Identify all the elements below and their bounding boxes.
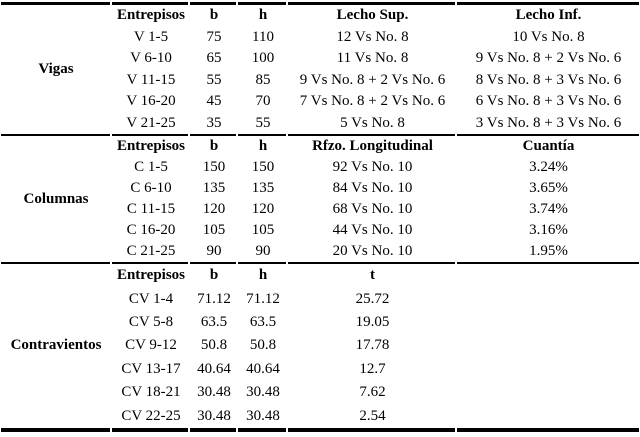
table-cell: 105 (202, 222, 226, 238)
table-cell: 8 Vs No. 8 + 3 Vs No. 6 (475, 71, 622, 88)
table-cell: 135 (202, 180, 226, 196)
table-cell: 68 Vs No. 10 (332, 201, 413, 217)
column-header: b (209, 138, 219, 154)
table-cell: 12.7 (359, 360, 386, 377)
table-cell (457, 287, 640, 310)
section-columnas (0, 136, 640, 262)
table-cell: 6 Vs No. 8 + 3 Vs No. 6 (475, 93, 622, 110)
table-cell: 7.62 (359, 384, 386, 401)
column-header: Lecho Inf. (515, 7, 582, 24)
table-cell: 44 Vs No. 10 (332, 222, 413, 238)
table-cell: 3 Vs No. 8 + 3 Vs No. 6 (475, 114, 622, 131)
rule-segment (457, 428, 639, 432)
table-cell: 10 Vs No. 8 (512, 28, 585, 45)
table-cell: 40.64 (197, 360, 231, 377)
table-cell: 3.74% (529, 201, 568, 217)
table-cell: CV 18-21 (121, 384, 181, 401)
rule-segment (190, 428, 238, 432)
table-cell (457, 334, 640, 357)
table-cell: 40.64 (246, 360, 280, 377)
table-cell: V 11-15 (126, 71, 176, 88)
column-header: Entrepisos (116, 138, 186, 154)
column-header (457, 264, 640, 287)
category-label: Contravientos (10, 337, 102, 354)
table-cell: 9 Vs No. 8 + 2 Vs No. 6 (299, 71, 446, 88)
column-header: b (209, 267, 219, 284)
table-cell: 17.78 (355, 337, 390, 354)
table-cell: 105 (251, 222, 275, 238)
table-cell: 3.16% (529, 222, 568, 238)
table-cell (457, 311, 640, 334)
table-cell: 92 Vs No. 10 (332, 159, 413, 175)
column-header: Entrepisos (116, 267, 186, 284)
table-cell: CV 13-17 (121, 360, 181, 377)
table-cell: V 6-10 (130, 50, 172, 67)
table-cell: 11 Vs No. 8 (336, 50, 409, 67)
table-cell: 25.72 (355, 290, 390, 307)
table-cell: CV 9-12 (125, 337, 177, 354)
table-cell: 90 (206, 243, 222, 259)
table-cell: CV 5-8 (128, 313, 174, 330)
table-cell: 150 (202, 159, 226, 175)
rule-segment (1, 428, 112, 432)
section-contravientos (0, 264, 640, 428)
table-cell: 35 (206, 114, 222, 131)
table-cell: 55 (255, 114, 271, 131)
table-cell: 100 (251, 50, 275, 67)
table-cell: 71.12 (246, 290, 280, 307)
table-cell: 84 Vs No. 10 (332, 180, 413, 196)
table-cell: C 21-25 (126, 243, 176, 259)
column-header: h (258, 267, 268, 284)
table-cell: 63.5 (200, 313, 228, 330)
table-cell: 30.48 (246, 384, 280, 401)
table-cell: 30.48 (197, 407, 231, 424)
table-cell: 50.8 (200, 337, 228, 354)
table-cell: 135 (251, 180, 275, 196)
table-cell: 30.48 (197, 384, 231, 401)
table-cell (457, 358, 640, 381)
table-cell: 110 (252, 28, 274, 45)
column-header: Lecho Sup. (336, 7, 409, 24)
table-cell: 3.65% (529, 180, 568, 196)
table-cell: 45 (206, 93, 222, 110)
table-cell: C 11-15 (126, 201, 176, 217)
table-cell: 2.54 (359, 407, 386, 424)
rule-segment (112, 428, 190, 432)
table-cell: 85 (255, 71, 271, 88)
category-label: Columnas (23, 190, 89, 207)
table-cell: 65 (206, 50, 222, 67)
table-cell: 71.12 (197, 290, 231, 307)
column-header: Rfzo. Longitudinal (312, 138, 433, 154)
column-header: h (258, 138, 268, 154)
table-cell: CV 22-25 (121, 407, 181, 424)
table-cell: 150 (251, 159, 275, 175)
table-cell: 55 (206, 71, 222, 88)
table-cell: 19.05 (355, 313, 390, 330)
table-cell: V 16-20 (126, 93, 176, 110)
rule-segment (238, 428, 288, 432)
table-cell: 90 (255, 243, 271, 259)
section-vigas (0, 5, 640, 134)
category-label: Vigas (38, 61, 74, 77)
table-cell: C 6-10 (130, 180, 172, 196)
table-cell (457, 404, 640, 427)
table-cell: C 16-20 (126, 222, 176, 238)
table-cell: 120 (251, 201, 275, 217)
table-cell: 30.48 (246, 407, 280, 424)
table-cell: 9 Vs No. 8 + 2 Vs No. 6 (475, 50, 622, 67)
table-cell: V 21-25 (126, 114, 176, 131)
column-header: Entrepisos (116, 7, 186, 24)
table-cell: 50.8 (249, 337, 277, 354)
rule-segment (288, 428, 457, 432)
table-cell: CV 1-4 (128, 290, 174, 307)
table-cell: 1.95% (529, 243, 568, 259)
column-header: t (370, 267, 375, 284)
column-header: h (258, 7, 268, 24)
table-cell: 20 Vs No. 10 (332, 243, 413, 259)
column-header: b (209, 7, 219, 24)
table-cell: 70 (255, 93, 271, 110)
table-cell: 120 (202, 201, 226, 217)
column-header: Cuantía (522, 138, 575, 154)
table-cell: 5 Vs No. 8 (340, 114, 405, 131)
table-cell: 12 Vs No. 8 (336, 28, 409, 45)
table-cell (457, 381, 640, 404)
table-cell: 7 Vs No. 8 + 2 Vs No. 6 (299, 93, 446, 110)
table-cell: 75 (206, 28, 222, 45)
table-cell: V 1-5 (133, 28, 169, 45)
table-cell: 63.5 (249, 313, 277, 330)
table-cell: 3.24% (529, 159, 568, 175)
table-bottom-border (1, 428, 639, 432)
table-cell: C 1-5 (134, 159, 168, 175)
